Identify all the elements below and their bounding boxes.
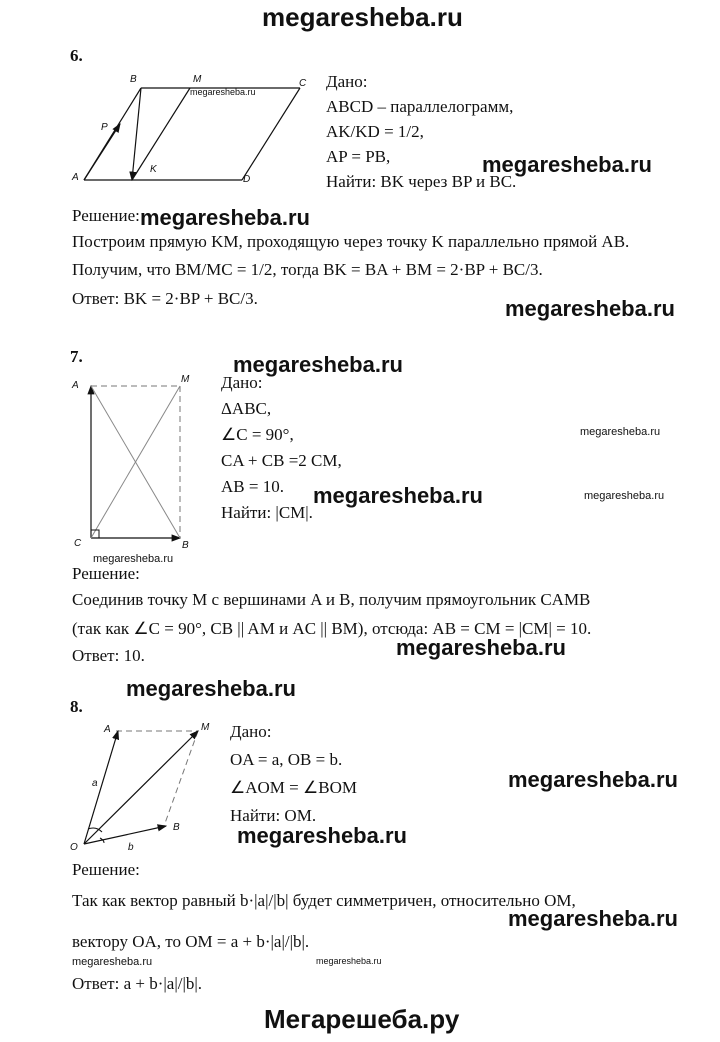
fig7-label-m: M — [181, 374, 190, 385]
fig7-label-c: C — [74, 538, 82, 549]
watermark: megaresheba.ru — [190, 87, 256, 97]
problem-7-solution-line-2: (так как ∠C = 90°, CB || AM и AC || BM), отсюда: AB = CM = |CM| = 10. — [72, 619, 592, 638]
problem-7-solution-label: Решение: — [72, 564, 140, 583]
given-line: ∠C = 90°, — [221, 425, 294, 444]
problem-7-answer: Ответ: 10. — [72, 646, 145, 665]
watermark: megaresheba.ru — [126, 676, 296, 701]
fig6-label-a: A — [72, 172, 79, 183]
given-line: AP = PB, — [326, 147, 391, 166]
watermark: megaresheba.ru — [584, 490, 665, 502]
fig6-label-m: M — [193, 74, 202, 85]
problem-6-solution-label: Решение: — [72, 206, 140, 225]
find-line: Найти: BK через BP и BC. — [326, 172, 517, 191]
watermark: megaresheba.ru — [508, 767, 678, 792]
given-line: Дано: — [230, 722, 272, 741]
fig8-label-a: A — [104, 724, 111, 735]
given-line: ΔABC, — [221, 399, 272, 418]
header-site-title: megaresheba.ru — [262, 2, 463, 32]
fig8-label-o: O — [70, 842, 78, 853]
watermark: megaresheba.ru — [505, 296, 675, 321]
problem-6-solution-line-1: Построим прямую KM, проходящую через точку K параллельно прямой AB. — [72, 232, 630, 251]
footer-site-title: Мегарешеба.ру — [264, 1004, 460, 1034]
watermark: megaresheba.ru — [93, 553, 174, 565]
problem-6-figure — [66, 66, 326, 186]
problem-7-number: 7. — [70, 347, 83, 366]
problem-8-figure — [64, 712, 224, 852]
fig6-label-p: P — [101, 122, 108, 133]
problem-7-figure — [70, 370, 200, 550]
given-line: OA = a, OB = b. — [230, 750, 343, 769]
problem-6-solution-line-2: Получим, что BM/MC = 1/2, тогда BK = BA + BM = 2·BP + BC/3. — [72, 260, 543, 279]
fig8-label-vec-a: a — [92, 778, 98, 789]
fig8-label-m: M — [201, 722, 210, 733]
fig7-label-b: B — [182, 540, 189, 551]
watermark: megaresheba.ru — [508, 906, 678, 931]
given-line: AB = 10. — [221, 477, 284, 496]
watermark: megaresheba.ru — [313, 483, 483, 508]
given-line: ∠AOM = ∠BOM — [230, 778, 357, 797]
problem-6-number: 6. — [70, 46, 83, 65]
watermark: megaresheba.ru — [233, 352, 403, 377]
watermark: megaresheba.ru — [482, 152, 652, 177]
problem-6-answer: Ответ: BK = 2·BP + BC/3. — [72, 289, 258, 308]
fig6-label-b: B — [130, 74, 137, 85]
fig8-label-vec-b: b — [128, 842, 134, 853]
problem-8-solution-line-2: вектору OA, то OM = a + b·|a|/|b|. — [72, 932, 310, 951]
given-line: ABCD – параллелограмм, — [326, 97, 514, 116]
given-line: CA + CB =2 CM, — [221, 451, 342, 470]
find-line: Найти: OM. — [230, 806, 317, 825]
problem-8-solution-line-1: Так как вектор равный b·|a|/|b| будет симметричен, относительно OM, — [72, 891, 576, 910]
watermark: megaresheba.ru — [396, 635, 566, 660]
watermark: megaresheba.ru — [72, 956, 153, 968]
watermark: megaresheba.ru — [316, 956, 382, 966]
given-line: Дано: — [221, 373, 263, 392]
given-line: AK/KD = 1/2, — [326, 122, 424, 141]
find-line: Найти: |CM|. — [221, 503, 313, 522]
given-line: Дано: — [326, 72, 368, 91]
problem-7-solution-line-1: Соединив точку M с вершинами A и B, получим прямоугольник CAMB — [72, 590, 591, 609]
fig6-label-k: K — [150, 164, 157, 175]
watermark: megaresheba.ru — [580, 426, 661, 438]
problem-8-answer: Ответ: a + b·|a|/|b|. — [72, 974, 203, 993]
fig6-label-c: C — [299, 78, 307, 89]
fig7-label-a: A — [72, 380, 79, 391]
problem-8-given — [230, 722, 357, 826]
problem-8-solution-label: Решение: — [72, 860, 140, 879]
fig8-label-b: B — [173, 822, 180, 833]
fig6-label-d: D — [243, 174, 251, 185]
watermark: megaresheba.ru — [237, 823, 407, 848]
watermark: megaresheba.ru — [140, 205, 310, 230]
problem-8-number: 8. — [70, 697, 83, 716]
